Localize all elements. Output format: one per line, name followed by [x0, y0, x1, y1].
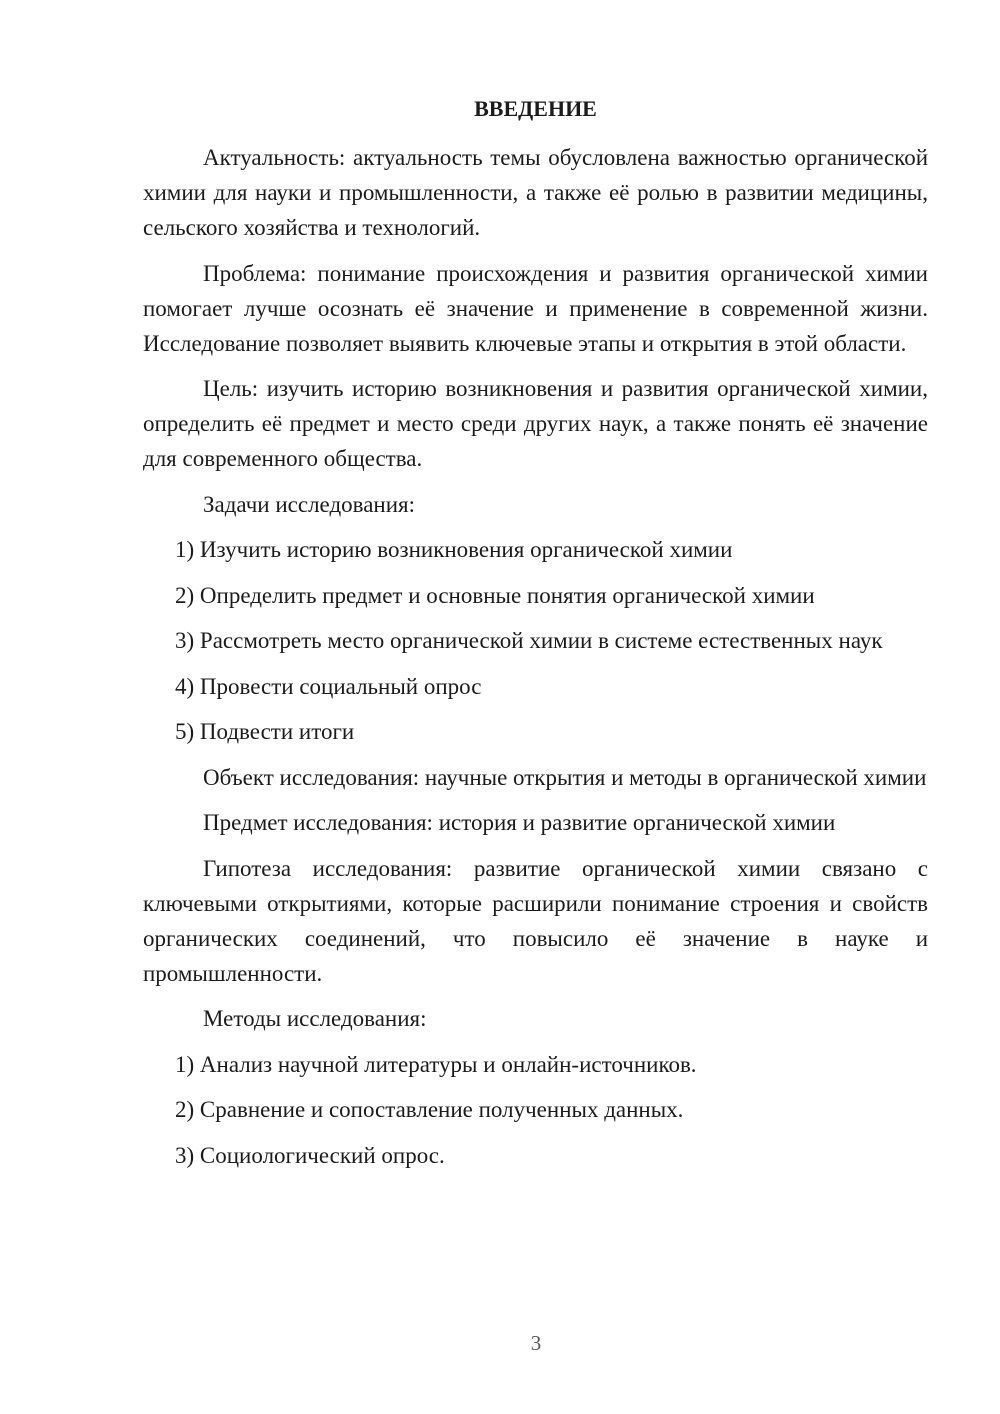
method-item: 1) Анализ научной литературы и онлайн-источников.	[175, 1051, 697, 1077]
methods-list	[143, 1047, 928, 1173]
subject-paragraph: Предмет исследования: история и развитие органической химии	[203, 810, 836, 835]
task-item: 2) Определить предмет и основные понятия органической химии	[175, 582, 815, 608]
section-heading: ВВЕДЕНИЕ	[474, 96, 597, 121]
task-item: 5) Подвести итоги	[175, 719, 355, 744]
relevance-paragraph: Актуальность: актуальность темы обусловлена важностью органической химии для науки и промышленности, а также её ролью в развитии медицины, сельского хозяйства и технологий.	[143, 145, 928, 240]
object-paragraph: Объект исследования: научные открытия и методы в органической химии	[203, 764, 927, 790]
method-item: 3) Социологический опрос.	[175, 1142, 445, 1168]
method-item: 2) Сравнение и сопоставление полученных данных.	[175, 1097, 684, 1122]
task-item: 4) Провести социальный опрос	[175, 673, 482, 699]
hypothesis-paragraph: Гипотеза исследования: развитие органической химии связано с ключевыми открытиями, которые расширили понимание строения и свойств органических соединений, что повысило её значение в науке и промышленности.	[143, 855, 928, 986]
tasks-list	[143, 532, 928, 749]
task-item: 1) Изучить историю возникновения органической химии	[175, 537, 733, 562]
goal-paragraph: Цель: изучить историю возникновения и развития органической химии, определить её предмет и место среди других наук, а также понять её значение для современного общества.	[143, 376, 928, 471]
methods-label: Методы исследования:	[203, 1006, 427, 1031]
document-body	[143, 94, 928, 1183]
problem-paragraph: Проблема: понимание происхождения и развития органической химии помогает лучше осознать её значение и применение в современной жизни. Исследование позволяет выявить ключевые этапы и открытия в этой области.	[143, 260, 928, 356]
page-number: 3	[530, 1331, 542, 1355]
tasks-label: Задачи исследования:	[203, 491, 416, 517]
task-item: 3) Рассмотреть место органической химии в системе естественных наук	[175, 628, 883, 653]
